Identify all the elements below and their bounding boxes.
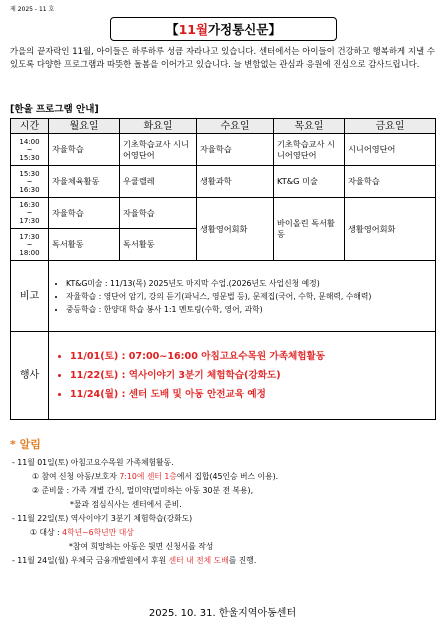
cell-wed-1: 자율학습 [197,134,274,166]
header-tuesday: 화요일 [120,119,197,134]
header-monday: 월요일 [49,119,120,134]
alert-line: - 11월 24일(월) 우체국 금융개발원에서 후원 센터 내 전체 도배를 진행. [12,556,257,565]
events-label: 행사 [11,332,49,420]
alert-highlight: 4학년~6학년만 대상 [62,528,134,537]
cell-tue-3: 자율학습 [120,198,197,229]
newsletter-title [110,17,337,41]
cell-thu-2: KT&G 미술 [274,166,345,198]
alert-highlight: 7:10에 센터 1층 [119,472,177,481]
cell-wed-2: 생활과학 [197,166,274,198]
cell-mon-4: 독서활동 [49,229,120,261]
alert-line: - 11월 22일(토) 역사이야기 3분기 체험학습(강화도) [12,514,193,523]
title-month: 11월 [178,22,209,37]
alert-line: ① 대상 : 4학년~6학년만 대상 [30,528,134,537]
table-header-row [11,119,436,134]
notes-row [11,261,436,332]
note-item: • 자율학습 : 영단어 암기, 강의 듣기(파닉스, 영문법 등), 문제집(국어, 수학, 문해력, 수해력) [66,290,432,303]
cell-mon-1: 자율학습 [49,134,120,166]
events-cell [49,332,436,420]
header-friday: 금요일 [345,119,436,134]
title-close-bracket: 】 [268,22,281,37]
alert-line: *참여 희망하는 아동은 뒷면 신청서를 작성 [69,542,214,551]
events-row [11,332,436,420]
title-open-bracket: 【 [166,22,179,37]
alert-body [12,456,437,568]
notes-label: 비고 [11,261,49,332]
cell-fri-3-4: 생활영어회화 [345,198,436,261]
cell-fri-2: 자율학습 [345,166,436,198]
time-slot-2: 15:30 ~ 16:30 [11,166,49,198]
cell-thu-1: 기초학습교사 시니어영단어 [274,134,345,166]
cell-mon-2: 자율체육활동 [49,166,120,198]
header-wednesday: 수요일 [197,119,274,134]
notes-cell [49,261,436,332]
alert-line: - 11월 01일(토) 아침고요수목원 가족체험활동. [12,458,174,467]
cell-tue-4: 독서활동 [120,229,197,261]
cell-thu-3-4: 바이올린 독서활동 [274,198,345,261]
program-section-label: [한울 프로그램 안내] [10,104,99,115]
cell-mon-3: 자율학습 [49,198,120,229]
alert-line: *물과 점심식사는 센터에서 준비. [70,500,182,509]
time-slot-3: 16:30 ~ 17:30 [11,198,49,229]
title-name: 가정통신문 [208,22,269,37]
program-schedule-table [10,118,436,420]
cell-fri-1: 시니어영단어 [345,134,436,166]
table-row [11,198,436,229]
cell-tue-2: 우쿨렐레 [120,166,197,198]
note-item: • KT&G미술 : 11/13(목) 2025년도 마지막 수업.(2026년도 사업신청 예정) [66,277,432,290]
cell-wed-3-4: 생활영어회화 [197,198,274,261]
table-row [11,134,436,166]
header-time: 시간 [11,119,49,134]
event-item: • 11/24(월) : 센터 도배 및 아동 안전교육 예정 [70,385,432,404]
time-slot-4: 17:30 ~ 18:00 [11,229,49,261]
intro-paragraph: 가을의 끝자락인 11월, 아이들은 하루하루 성큼 자라나고 있습니다. 센터에서는 아이들이 건강하고 행복하게 지낼 수 있도록 다양한 프로그램과 따뜻한 돌봄을 이어가고 있습니다. 늘 변함없는 관심과 응원에 진심으로 감사드립니다. [10,46,435,70]
table-row [11,166,436,198]
issue-number: 제 2025 - 11 호 [10,6,55,13]
event-item: • 11/22(토) : 역사이야기 3분기 체험학습(강화도) [70,366,432,385]
alert-line: ① 참여 신청 아동/보호자 7:10에 센터 1층에서 집합(45인승 버스 이용). [32,472,279,481]
footer-date-signature: 2025. 10. 31. 한울지역아동센터 [148,608,297,619]
event-item: • 11/01(토) : 07:00~16:00 아침고요수목원 가족체험활동 [70,347,432,366]
header-thursday: 목요일 [274,119,345,134]
time-slot-1: 14:00 ~ 15:30 [11,134,49,166]
alert-line: ② 준비물 : 가족 개별 간식, 멀미약(멀미하는 아동 30분 전 복용), [32,486,254,495]
cell-tue-1: 기초학습교사 시니어영단어 [120,134,197,166]
alert-title: * 알림 [10,438,41,451]
note-item: • 중등학습 : 한양대 학습 봉사 1:1 멘토링(수학, 영어, 과학) [66,303,432,316]
alert-highlight: 센터 내 전체 도배 [168,556,229,565]
